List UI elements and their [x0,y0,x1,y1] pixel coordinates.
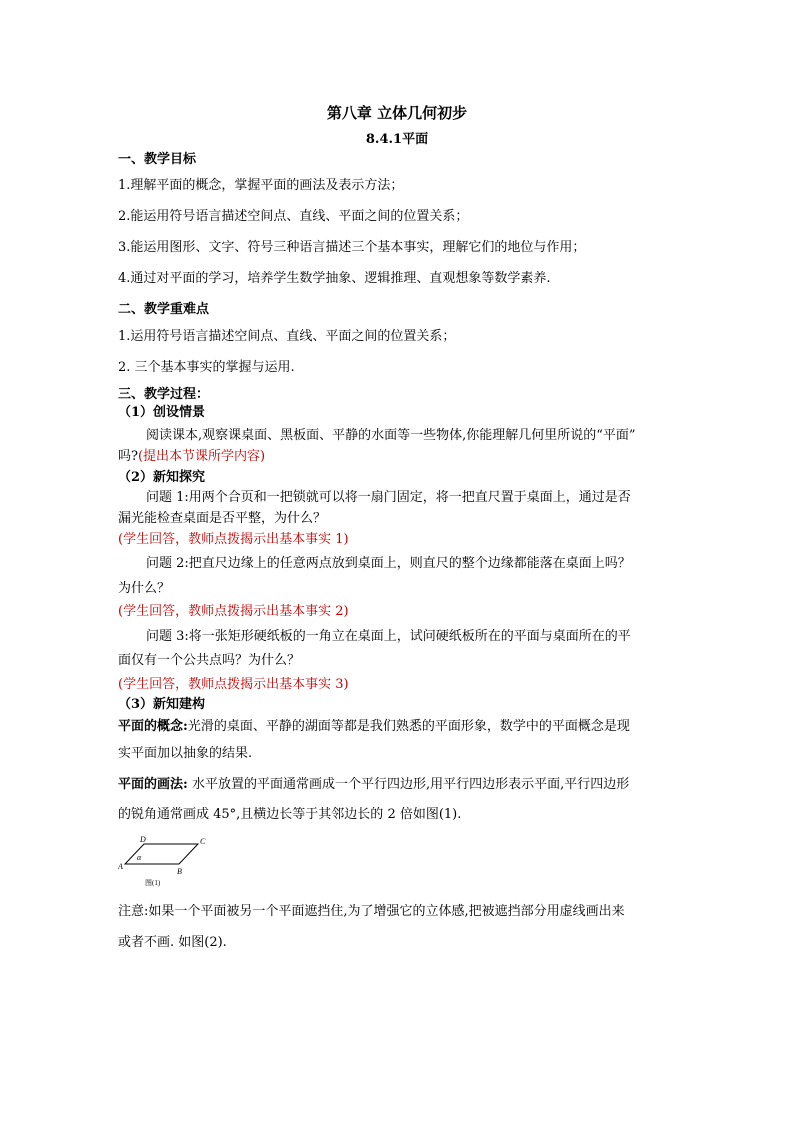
heading-exploration: （2）新知探究 [118,470,206,485]
plane-label-alpha: α [137,853,142,862]
question-2-cont: 为什么？ [118,581,171,596]
heading-objectives: 一、教学目标 [118,152,197,167]
scenario-note: (提出本节课所学内容) [137,449,266,464]
answer-1: (学生回答，教师点拨揭示出基本事实 1) [118,532,349,547]
answer-3: (学生回答，教师点拨揭示出基本事实 3) [118,677,349,692]
objective-item: 4.通过对平面的学习，培养学生数学抽象、逻辑推理、直观想象等数学素养. [118,271,551,286]
note-text-cont: 或者不画. 如图(2). [118,935,227,950]
question-1-cont: 漏光能检查桌面是否平整，为什么？ [118,511,327,526]
heading-scenario: （1）创设情景 [118,405,206,420]
key-point-item: 1.运用符号语言描述空间点、直线、平面之间的位置关系； [118,329,456,344]
question-2: 问题 2:把直尺边缘上的任意两点放到桌面上，则直尺的整个边缘都能落在桌面上吗？ [146,556,631,571]
plane-drawing [118,777,629,793]
scenario-text-end: 吗? [118,449,138,464]
figure-caption: 图(1) [145,879,161,887]
vertex-label-d: D [140,835,146,844]
vertex-label-a: A [118,862,123,871]
heading-construction: （3）新知建构 [118,697,206,712]
plane-concept-text: 光滑的桌面、平静的湖面等都是我们熟悉的平面形象，数学中的平面概念是现 [187,719,630,734]
vertex-label-c: C [200,837,206,846]
section-subtitle: 8.4.1平面 [365,132,429,147]
note-text: 注意:如果一个平面被另一个平面遮挡住,为了增强它的立体感,把被遮挡部分用虚线画出来 [118,904,625,919]
question-3-cont: 面仅有一个公共点吗？为什么？ [118,653,301,668]
question-3: 问题 3:将一张矩形硬纸板的一角立在桌面上，试问硬纸板所在的平面与桌面所在的平 [146,629,631,644]
answer-2: (学生回答，教师点拨揭示出基本事实 2) [118,604,349,619]
plane-concept [118,719,630,735]
heading-key-points: 二、教学重难点 [118,302,210,317]
plane-drawing-cont: 的锐角通常画成 45°,且横边长等于其邻边长的 2 倍如图(1). [118,807,462,822]
objective-item: 1.理解平面的概念，掌握平面的画法及表示方法； [118,178,404,193]
parallelogram-figure [118,832,214,892]
objective-item: 3.能运用图形、文字、符号三种语言描述三个基本事实，理解它们的地位与作用； [118,240,586,255]
plane-drawing-text: 水平放置的平面通常画成一个平行四边形,用平行四边形表示平面,平行四边形 [187,777,630,792]
scenario-text: 阅读课本,观察课桌面、黑板面、平静的水面等一些物体,你能理解几何里所说的“平面” [146,428,636,443]
parallelogram-shape [125,844,198,864]
plane-drawing-label: 平面的画法: [118,777,188,792]
plane-concept-label: 平面的概念: [118,719,188,734]
page-title: 第八章 立体几何初步 [326,104,468,122]
vertex-label-b: B [177,867,182,876]
objective-item: 2.能运用符号语言描述空间点、直线、平面之间的位置关系； [118,209,469,224]
question-1: 问题 1:用两个合页和一把锁就可以将一扇门固定，将一把直尺置于桌面上，通过是否 [146,490,631,505]
scenario-text-cont [118,449,265,465]
plane-concept-cont: 实平面加以抽象的结果. [118,746,253,761]
heading-process: 三、教学过程： [118,387,210,402]
key-point-item: 2. 三个基本事实的掌握与运用. [118,360,295,375]
